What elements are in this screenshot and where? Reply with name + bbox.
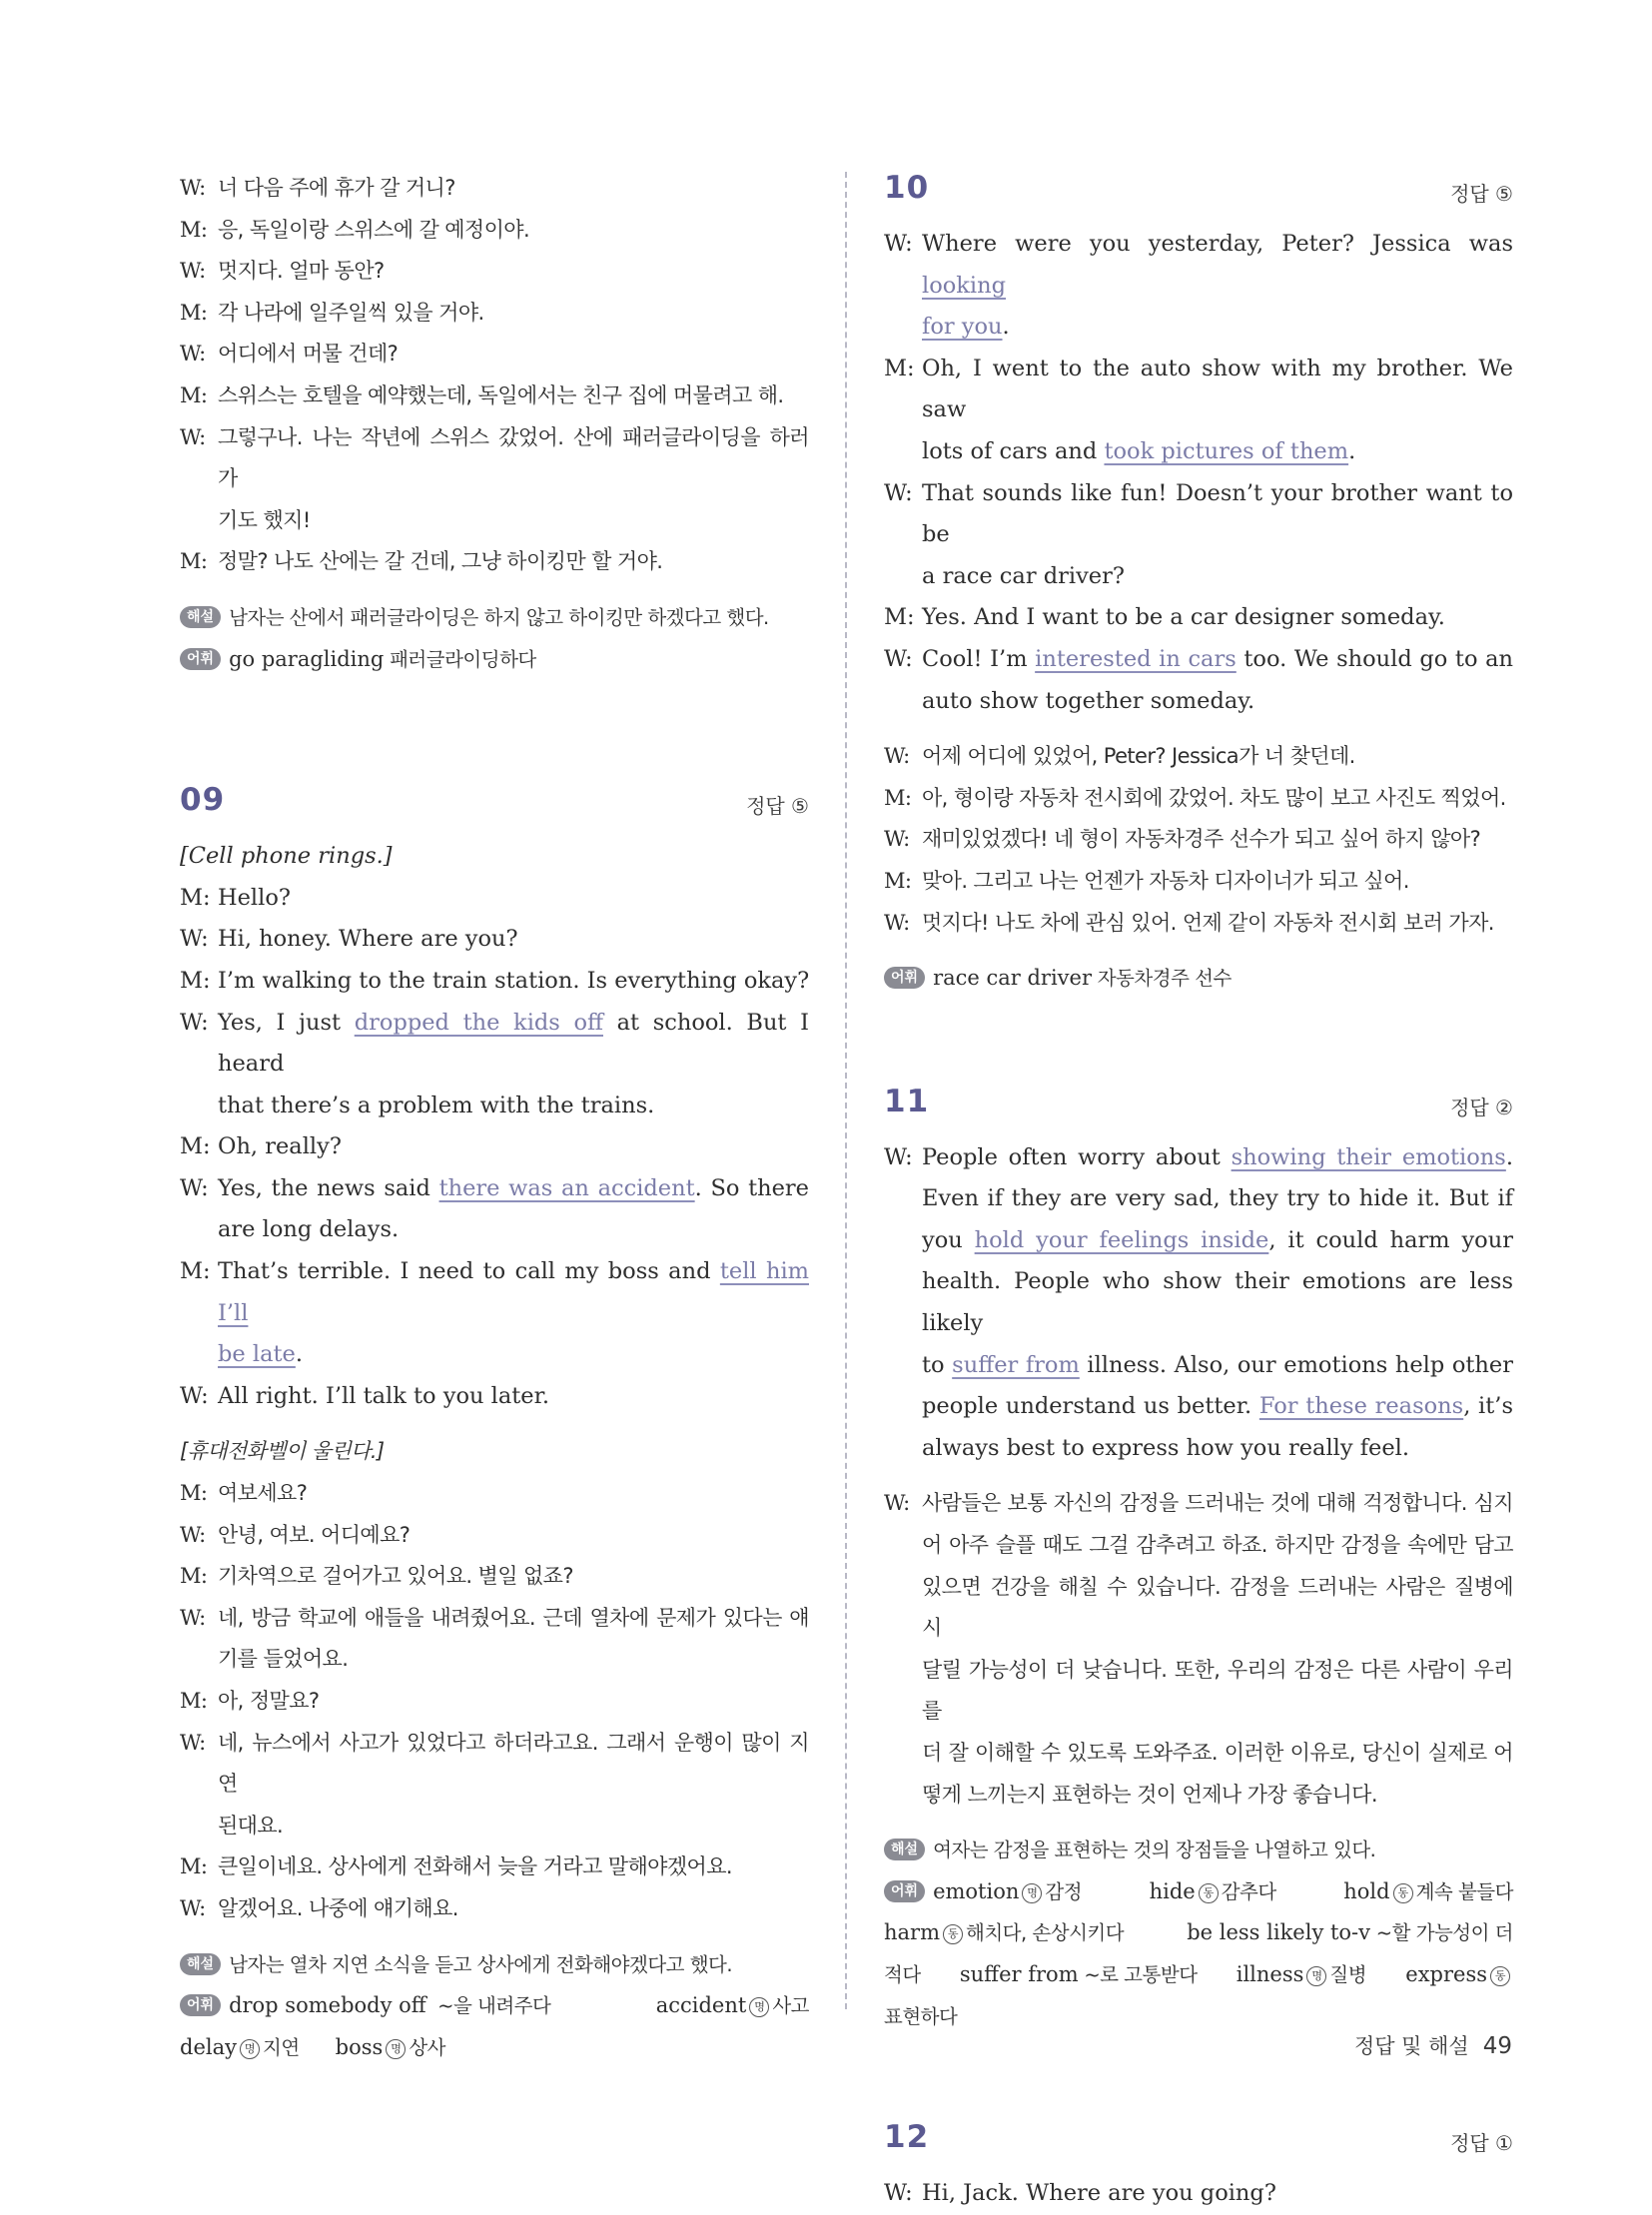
answer-blank: showing their emotions [1231, 1143, 1506, 1170]
answer-blank: looking [922, 272, 1007, 299]
dialogue-line [180, 1251, 809, 1334]
speaker: W: [884, 231, 913, 257]
explain-text: 남자는 열차 지연 소식을 듣고 상사에게 전화해야겠다고 했다. [229, 1952, 733, 1976]
q11-vocabulary [884, 1871, 1513, 1913]
line-text: at school. But I heard [218, 1009, 809, 1078]
pos-badge: 동 [1490, 1966, 1510, 1986]
vocab-ko: 사고 [772, 1994, 809, 2018]
line-text: 네, 뉴스에서 사고가 있었다고 하더라고요. 그래서 운행이 많이 지연 [218, 1730, 809, 1797]
dialogue-line [884, 349, 1513, 431]
monologue-line-ko [884, 1483, 1513, 1525]
dialogue-line-ko [180, 1888, 809, 1930]
monologue-line [884, 1220, 1513, 1262]
vocab-en: accident [655, 1993, 747, 2018]
dialogue-line [180, 961, 809, 1003]
line-text: Hello? [218, 884, 291, 911]
dialogue-line-ko-continued: 기도 했지! [218, 507, 311, 532]
vocab-ko: 감정 [1045, 1879, 1083, 1903]
q11-vocabulary-cont [884, 1912, 1513, 1954]
left-column [180, 168, 809, 2068]
dialogue-line-ko [884, 819, 1513, 861]
speaker: M: [180, 1481, 208, 1506]
vocab-en: race car driver [933, 966, 1093, 991]
line-text: 각 나라에 일주일씩 있을 거야. [218, 300, 484, 325]
speaker: W: [180, 176, 206, 200]
dialogue-line-ko-continued: 기를 들었어요. [218, 1647, 349, 1672]
monologue-line-ko [884, 1567, 1513, 1650]
line-text: People often worry about [922, 1143, 1232, 1170]
page-number: 49 [1482, 2033, 1512, 2059]
q11-explanation [884, 1830, 1513, 1871]
speaker: W: [180, 1522, 206, 1547]
answer-label: 정답 ② [1450, 1095, 1513, 1119]
speaker: W: [180, 259, 206, 284]
line-text: 맞아. 그리고 나는 언젠가 자동차 디자이너가 되고 싶어. [922, 868, 1409, 893]
answer-blank: suffer from [952, 1351, 1080, 1378]
pos-badge: 명 [1306, 1966, 1326, 1986]
line-text: 정말? 나도 산에는 갈 건데, 그냥 하이킹만 할 거야. [218, 549, 663, 574]
question-number: 09 [180, 782, 226, 819]
vocab-ko: 적다 [884, 1962, 921, 1986]
question-number: 12 [884, 2119, 930, 2156]
line-text: 있으면 건강을 해칠 수 있습니다. 감정을 드러내는 사람은 질병에 시 [922, 1574, 1513, 1641]
dialogue-line-ko [180, 1846, 809, 1888]
dialogue-line [180, 1376, 809, 1418]
dialogue-line-ko [180, 541, 809, 583]
dialogue-line-ko [180, 251, 809, 293]
dialogue-line-ko [180, 1598, 809, 1640]
dialogue-line [180, 1126, 809, 1168]
dialogue-line-ko [884, 778, 1513, 820]
dialogue-line [180, 919, 809, 961]
pos-badge: 동 [1393, 1883, 1413, 1903]
vocab-en: go paragliding [229, 646, 385, 671]
line-text: . So there [694, 1174, 809, 1201]
speaker: W: [884, 1143, 913, 1170]
stage-direction-ko: [휴대전화벨이 울린다.] [180, 1439, 385, 1464]
vocab-ko: 해치다, 손상시키다 [966, 1921, 1125, 1945]
speaker: M: [884, 604, 915, 631]
vocab-en: hide [1149, 1878, 1196, 1903]
dialogue-line-ko [884, 861, 1513, 903]
speaker: M: [180, 217, 208, 242]
line-text: 스위스는 호텔을 예약했는데, 독일에서는 친구 집에 머물려고 해. [218, 382, 784, 407]
line-text: Yes. And I want to be a car designer someday. [922, 604, 1445, 631]
line-text: you [922, 1226, 975, 1253]
speaker: W: [884, 645, 913, 672]
q12-header [884, 2117, 1513, 2169]
dialogue-line-ko [180, 375, 809, 417]
right-column [884, 168, 1513, 2215]
dialogue-line [180, 1003, 809, 1086]
answer-label: 정답 ⑤ [1450, 182, 1513, 206]
monologue-line-ko [884, 1525, 1513, 1567]
line-text: That sounds like fun! Doesn’t your brother want to be [922, 479, 1513, 548]
answer-blank: took pictures of them [1104, 437, 1349, 464]
line-text: 어 아주 슬플 때도 그걸 감추려고 하죠. 하지만 감정을 속에만 담고 [922, 1533, 1513, 1558]
line-text: 사람들은 보통 자신의 감정을 드러내는 것에 대해 걱정합니다. 심지 [922, 1491, 1513, 1516]
stage-direction: [Cell phone rings.] [180, 843, 393, 870]
speaker: M: [180, 1689, 208, 1713]
pos-badge: 명 [749, 1997, 769, 2017]
answer-label: 정답 ⑤ [746, 794, 809, 819]
line-text: That’s terrible. I need to call my boss and [218, 1258, 720, 1285]
vocab-tag: 어휘 [180, 1994, 221, 2016]
line-text: . [1505, 1143, 1513, 1170]
pos-badge: 명 [240, 2039, 260, 2059]
line-text: Hi, Jack. Where are you going? [922, 2180, 1276, 2207]
dialogue-line-ko [180, 1515, 809, 1557]
dialogue-line [884, 639, 1513, 681]
line-text: 응, 독일이랑 스위스에 갈 예정이야. [218, 217, 530, 242]
vocab-ko: ~할 가능성이 더 [1375, 1921, 1513, 1945]
q10-vocabulary [884, 958, 1513, 1000]
monologue-line-ko [884, 1733, 1513, 1775]
line-text: people understand us better. [922, 1393, 1259, 1420]
dialogue-line-ko [884, 736, 1513, 778]
q09-vocabulary [180, 1985, 809, 2027]
monologue-line-ko [884, 1650, 1513, 1733]
pos-badge: 명 [386, 2039, 406, 2059]
dialogue-line [884, 473, 1513, 556]
column-divider [845, 172, 847, 2009]
pos-badge: 동 [943, 1924, 963, 1944]
answer-blank: there was an accident [438, 1174, 695, 1201]
explain-text: 여자는 감정을 표현하는 것의 장점들을 나열하고 있다. [933, 1839, 1376, 1862]
line-text: . [1002, 314, 1010, 341]
speaker: M: [180, 1133, 211, 1160]
vocab-tag: 어휘 [180, 648, 221, 670]
dialogue-line-ko [180, 1681, 809, 1723]
monologue-line: always best to express how you really feel. [922, 1434, 1410, 1461]
q11-korean-script [884, 1483, 1513, 1816]
speaker: M: [180, 549, 208, 574]
line-text: 재미있었겠다! 네 형이 자동차경주 선수가 되고 싶어 하지 않아? [922, 827, 1481, 852]
line-text: 아, 정말요? [218, 1689, 320, 1713]
line-text: 그렇구나. 나는 작년에 스위스 갔었어. 산에 패러글라이딩을 하러 가 [218, 424, 809, 491]
vocab-tag: 어휘 [884, 967, 925, 989]
speaker: M: [180, 967, 211, 994]
footer-label: 정답 및 해설 [1353, 2034, 1469, 2058]
speaker: W: [180, 1382, 209, 1409]
q08-explanation [180, 597, 809, 639]
vocab-en: emotion [933, 1878, 1020, 1903]
speaker: M: [884, 868, 912, 893]
line-text: 어디에서 머물 건데? [218, 342, 399, 367]
vocab-en: hold [1343, 1878, 1390, 1903]
line-text: 여보세요? [218, 1481, 308, 1506]
monologue-line: health. People who show their emotions are less likely [922, 1268, 1513, 1337]
speaker: M: [884, 355, 915, 381]
q11-header [884, 1082, 1513, 1133]
speaker: M: [884, 785, 912, 810]
speaker: W: [180, 1895, 206, 1920]
answer-blank: for you [922, 314, 1003, 341]
explain-tag: 해설 [884, 1839, 925, 1860]
line-text: , it’s [1463, 1393, 1513, 1420]
q09-vocabulary-cont [180, 2027, 809, 2069]
q09-explanation [180, 1944, 809, 1986]
monologue-line [884, 1386, 1513, 1428]
answer-label: 정답 ① [1450, 2131, 1513, 2156]
explain-text: 남자는 산에서 패러글라이딩은 하지 않고 하이킹만 하겠다고 했다. [229, 605, 769, 629]
pos-badge: 명 [1022, 1883, 1042, 1903]
speaker: W: [180, 1174, 209, 1201]
line-text: 달릴 가능성이 더 낮습니다. 또한, 우리의 감정은 다른 사람이 우리를 [922, 1657, 1513, 1724]
line-text: Yes, the news said [218, 1174, 439, 1201]
dialogue-line-continued [884, 431, 1513, 473]
vocab-en: drop somebody off [229, 1993, 426, 2018]
vocab-ko: 표현하다 [884, 2004, 958, 2028]
pos-badge: 동 [1199, 1883, 1219, 1903]
dialogue-line [884, 224, 1513, 307]
vocab-ko: 패러글라이딩하다 [390, 647, 536, 671]
speaker: W: [180, 1605, 206, 1630]
line-text: 네, 방금 학교에 애들을 내려줬어요. 근데 열차에 문제가 있다는 얘 [218, 1605, 809, 1630]
line-text: 너 다음 주에 휴가 갈 거니? [218, 176, 455, 200]
vocab-ko: 상사 [409, 2035, 445, 2059]
dialogue-line-ko-continued: 된대요. [218, 1813, 284, 1838]
dialogue-line-ko [180, 1723, 809, 1806]
dialogue-line-continued: that there’s a problem with the trains. [218, 1092, 655, 1118]
vocab-en: express [1405, 1961, 1487, 1986]
line-text: . [1348, 437, 1356, 464]
speaker: W: [884, 827, 910, 852]
dialogue-line [180, 878, 809, 920]
line-text: , it could harm your [1268, 1226, 1513, 1253]
speaker: W: [884, 910, 910, 935]
line-text: illness. Also, our emotions help other [1079, 1351, 1513, 1378]
line-text: 더 잘 이해할 수 있도록 도와주죠. 이러한 이유로, 당신이 실제로 어 [922, 1741, 1513, 1765]
q10-header [884, 168, 1513, 220]
speaker: M: [180, 382, 208, 407]
dialogue-line-ko [180, 1473, 809, 1515]
answer-blank: For these reasons [1258, 1393, 1464, 1420]
monologue-line: Even if they are very sad, they try to hide it. But if [922, 1185, 1513, 1212]
vocab-ko: 질병 [1329, 1962, 1367, 1986]
speaker: W: [180, 1009, 209, 1036]
line-text: 기차역으로 걸어가고 있어요. 별일 없죠? [218, 1564, 573, 1589]
q09-korean-script [180, 1473, 809, 1930]
dialogue-line-continued: auto show together someday. [922, 687, 1255, 714]
speaker: W: [884, 744, 910, 769]
line-text: Oh, I went to the auto show with my brother. We saw [922, 355, 1513, 423]
speaker: W: [180, 926, 209, 953]
line-text: too. We should go to an [1236, 645, 1514, 672]
vocab-en: harm [884, 1920, 940, 1945]
line-text: Oh, really? [218, 1133, 342, 1160]
line-text: Yes, I just [218, 1009, 355, 1036]
answer-blank: hold your feelings inside [974, 1226, 1269, 1253]
dialogue-line-continued: a race car driver? [922, 562, 1125, 589]
line-text: 멋지다! 나도 차에 관심 있어. 언제 같이 자동차 전시회 보러 가자. [922, 910, 1494, 935]
dialogue-line-ko [180, 210, 809, 252]
line-text: 떻게 느끼는지 표현하는 것이 언제나 가장 좋습니다. [922, 1782, 1377, 1807]
dialogue-line-ko [180, 1556, 809, 1598]
line-text: 안녕, 여보. 어디예요? [218, 1522, 411, 1547]
dialogue-line-continued [180, 1334, 809, 1376]
line-text: Where were you yesterday, Peter? Jessica was [922, 231, 1513, 257]
vocab-en: delay [180, 2034, 237, 2059]
explain-tag: 해설 [180, 606, 221, 628]
question-number: 10 [884, 170, 930, 206]
speaker: W: [884, 479, 913, 506]
dialogue-line-continued [884, 307, 1513, 349]
answer-blank: tell him I’ll [218, 1258, 809, 1326]
speaker: M: [180, 1854, 208, 1879]
q08-korean-script [180, 168, 809, 583]
line-text: All right. I’ll talk to you later. [218, 1382, 550, 1409]
line-text: 멋지다. 얼마 동안? [218, 259, 385, 284]
dialogue-line-ko [884, 903, 1513, 945]
speaker: W: [180, 1730, 206, 1755]
vocab-ko: 감추다 [1221, 1879, 1276, 1903]
dialogue-line [884, 2173, 1513, 2215]
vocab-tag: 어휘 [884, 1880, 925, 1902]
q08-vocabulary [180, 639, 809, 681]
q11-vocabulary-cont [884, 1954, 1513, 1996]
dialogue-line [180, 1168, 809, 1210]
line-text: Cool! I’m [922, 645, 1036, 672]
monologue-line [884, 1345, 1513, 1387]
dialogue-line-ko [180, 417, 809, 500]
line-text: . [295, 1341, 303, 1368]
monologue-line [884, 1137, 1513, 1179]
line-text: Hi, honey. Where are you? [218, 926, 518, 953]
speaker: W: [180, 342, 206, 367]
speaker: W: [884, 2180, 913, 2207]
vocab-en: boss [335, 2034, 384, 2059]
vocab-en: be less likely to-v [1187, 1920, 1371, 1945]
speaker: W: [884, 1491, 910, 1516]
answer-blank: interested in cars [1035, 645, 1237, 672]
line-text: lots of cars and [922, 437, 1105, 464]
question-number: 11 [884, 1083, 930, 1119]
line-text: 아, 형이랑 자동차 전시회에 갔었어. 차도 많이 보고 사진도 찍었어. [922, 785, 1506, 810]
vocab-ko: 지연 [262, 2035, 300, 2059]
dialogue-line [884, 597, 1513, 639]
dialogue-line-ko [180, 293, 809, 335]
dialogue-line-ko [180, 168, 809, 210]
line-text: I’m walking to the train station. Is everything okay? [218, 967, 810, 994]
vocab-ko: 계속 붙들다 [1415, 1879, 1513, 1903]
line-text: 어제 어디에 있었어, Peter? Jessica가 너 찾던데. [922, 744, 1355, 769]
speaker: M: [180, 300, 208, 325]
dialogue-line-ko [180, 334, 809, 375]
vocab-en: illness [1236, 1961, 1304, 1986]
explain-tag: 해설 [180, 1953, 221, 1975]
vocab-ko: ~을 내려주다 [437, 1994, 551, 2018]
vocab-ko: ~로 고통받다 [1084, 1962, 1198, 1986]
dialogue-line-continued: are long delays. [218, 1216, 400, 1243]
monologue-line-ko [884, 1775, 1513, 1817]
line-text: 큰일이네요. 상사에게 전화해서 늦을 거라고 말해야겠어요. [218, 1854, 732, 1879]
speaker: W: [180, 424, 206, 449]
vocab-en: suffer from [959, 1961, 1079, 1986]
answer-blank: be late [218, 1341, 296, 1368]
q10-korean-script [884, 736, 1513, 944]
line-text: 알겠어요. 나중에 얘기해요. [218, 1895, 458, 1920]
page-footer [1354, 2030, 1512, 2060]
speaker: M: [180, 884, 211, 911]
speaker: M: [180, 1258, 211, 1285]
vocab-ko: 자동차경주 선수 [1097, 967, 1232, 991]
q09-header [180, 780, 809, 832]
speaker: M: [180, 1564, 208, 1589]
answer-blank: dropped the kids off [354, 1009, 603, 1036]
line-text: to [922, 1351, 953, 1378]
